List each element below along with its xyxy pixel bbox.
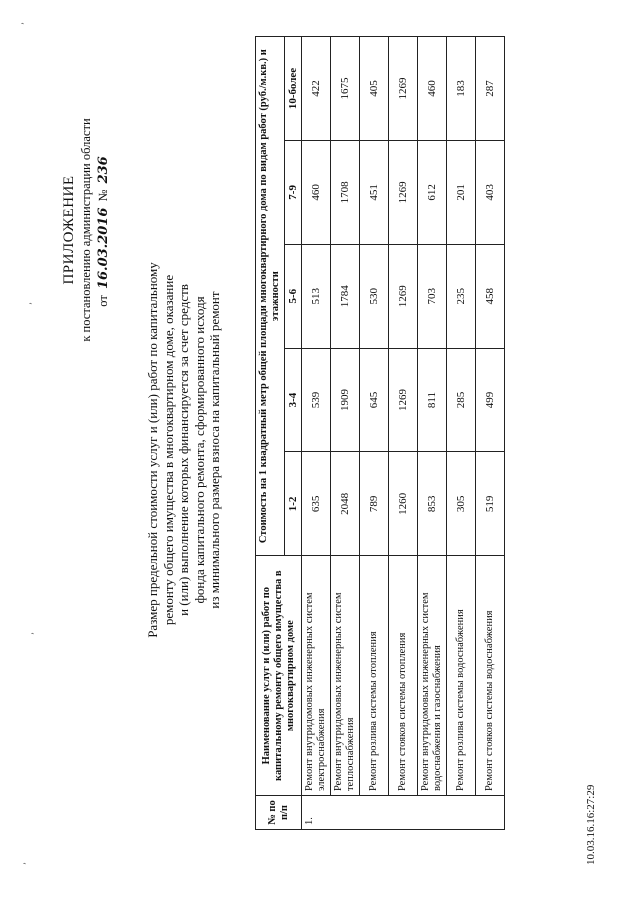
appendix-date-number-line — [94, 70, 113, 390]
cell-value: 422 — [302, 37, 331, 141]
table-row — [476, 37, 505, 830]
cell-value: 458 — [476, 244, 505, 348]
heading-line: из минимального размера взноса на капитальный ремонт — [207, 291, 222, 609]
cell-value: 513 — [302, 244, 331, 348]
row-name: Ремонт розлива системы отопления — [360, 556, 389, 796]
cell-value: 853 — [418, 452, 447, 556]
row-name: Ремонт розлива системы водоснабжения — [447, 556, 476, 796]
row-name: Ремонт стояков системы водоснабжения — [476, 556, 505, 796]
cell-value: 703 — [418, 244, 447, 348]
cell-value: 1269 — [389, 244, 418, 348]
appendix-title: ПРИЛОЖЕНИЕ — [61, 175, 77, 285]
cell-value: 183 — [447, 37, 476, 141]
cell-value: 539 — [302, 348, 331, 452]
print-timestamp: 10.03.16.16:27:29 — [585, 784, 597, 865]
cell-value: 1784 — [331, 244, 360, 348]
from-label: от — [96, 295, 110, 307]
table-row — [389, 37, 418, 830]
appendix-subtitle: к постановлению администрации области — [79, 118, 93, 342]
cell-value: 287 — [476, 37, 505, 141]
cell-value: 530 — [360, 244, 389, 348]
cell-value: 201 — [447, 140, 476, 244]
heading-line: Размер предельной стоимости услуг и (или) работ по капитальному — [145, 262, 160, 638]
row-name: Ремонт внутридомовых инженерных систем теплоснабжения — [331, 556, 360, 796]
scan-speck: ’ — [22, 862, 32, 865]
row-name: Ремонт внутридомовых инженерных систем водоснабжения и газоснабжения — [418, 556, 447, 796]
row-name: Ремонт стояков системы отопления — [389, 556, 418, 796]
cell-value: 403 — [476, 140, 505, 244]
cell-value: 612 — [418, 140, 447, 244]
header-floor-5-6: 5-6 — [285, 244, 302, 348]
table-row — [331, 37, 360, 830]
table-header-row — [256, 37, 285, 830]
handwritten-date: 16.03.2016 — [96, 207, 111, 290]
cell-value: 1708 — [331, 140, 360, 244]
cell-value: 519 — [476, 452, 505, 556]
cell-value: 405 — [360, 37, 389, 141]
header-index: № по п/п — [256, 796, 302, 830]
cell-value: 1269 — [389, 140, 418, 244]
header-floor-7-9: 7-9 — [285, 140, 302, 244]
cell-value: 635 — [302, 452, 331, 556]
row-name: Ремонт внутридомовых инженерных систем электроснабжения — [302, 556, 331, 796]
cell-value: 1269 — [389, 37, 418, 141]
table-row — [447, 37, 476, 830]
cell-value: 1675 — [331, 37, 360, 141]
header-floor-3-4: 3-4 — [285, 348, 302, 452]
cell-value: 2048 — [331, 452, 360, 556]
header-cost-group: Стоимость на 1 квадратный метр общей площади многоквартирного дома по видам работ (руб./м.кв.) и этажности — [256, 37, 285, 556]
appendix-block — [60, 70, 113, 390]
document-heading — [145, 85, 223, 815]
cell-value: 460 — [418, 37, 447, 141]
cell-value: 305 — [447, 452, 476, 556]
scan-speck: ’ — [28, 302, 38, 305]
cell-value: 285 — [447, 348, 476, 452]
table-row — [360, 37, 389, 830]
cost-table — [255, 36, 505, 830]
cell-value: 811 — [418, 348, 447, 452]
header-floor-10-plus: 10-более — [285, 37, 302, 141]
scan-speck: ’ — [30, 632, 40, 635]
cell-value: 1909 — [331, 348, 360, 452]
header-floor-1-2: 1-2 — [285, 452, 302, 556]
table-row — [418, 37, 447, 830]
cell-value: 451 — [360, 140, 389, 244]
scan-speck: ’ — [20, 22, 30, 25]
section-index: 1. — [302, 796, 505, 830]
table-row — [302, 37, 331, 830]
header-name: Наименование услуг и (или) работ по капитальному ремонту общего имущества в многоквартирном доме — [256, 556, 302, 796]
cell-value: 1260 — [389, 452, 418, 556]
heading-line: и (или) выполнение которых финансируется за счет средств — [176, 284, 191, 616]
handwritten-number: 236 — [96, 156, 111, 184]
heading-line: фонда капитального ремонта, сформированного исходя — [191, 296, 207, 604]
cell-value: 235 — [447, 244, 476, 348]
heading-line: ремонту общего имущества в многоквартирном доме, оказание — [160, 274, 176, 626]
cell-value: 460 — [302, 140, 331, 244]
number-label: № — [96, 189, 110, 202]
cell-value: 645 — [360, 348, 389, 452]
cell-value: 1269 — [389, 348, 418, 452]
cell-value: 499 — [476, 348, 505, 452]
cell-value: 789 — [360, 452, 389, 556]
